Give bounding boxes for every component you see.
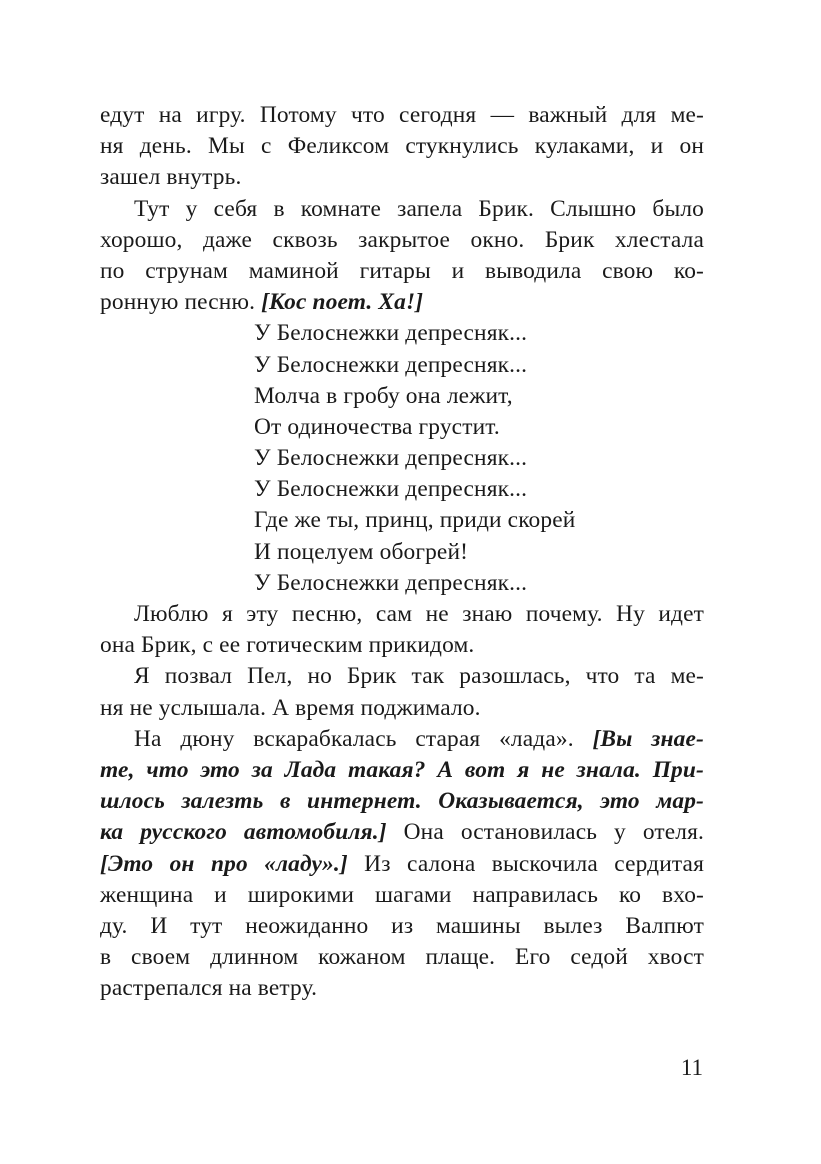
text-line: ня день. Мы с Феликсом стукнулись кулаками, и он	[100, 133, 704, 160]
text-line: зашел внутрь.	[100, 164, 242, 191]
text-run: Из салона выскочила сердитая	[347, 850, 704, 877]
verse-line: У Белоснежки депресняк...	[254, 320, 528, 347]
paragraph-1	[100, 100, 704, 194]
song-verse	[100, 318, 704, 599]
text-line: Люблю я эту песню, сам не знаю почему. Ну идет	[134, 601, 704, 627]
text-line	[100, 849, 704, 880]
text-line: Я позвал Пел, но Брик так разошлась, что та ме-	[134, 663, 704, 690]
text-line: в своем длинном кожаном плаще. Его седой хвост	[100, 944, 704, 971]
translator-annotation: [Вы знае-	[592, 725, 704, 752]
paragraph-5	[100, 724, 704, 1005]
verse-line: От одиночества грустит.	[254, 413, 500, 440]
text-line: Тут у себя в комнате запела Брик. Слышно было	[134, 195, 704, 222]
verse-line: У Белоснежки депресняк...	[254, 476, 528, 503]
translator-annotation: [Это он про «ладу».]	[100, 850, 348, 877]
paragraph-4	[100, 661, 704, 723]
verse-line: И поцелуем обогрей!	[254, 538, 469, 565]
text-line: растрепался на ветру.	[100, 975, 318, 1002]
translator-annotation: ка русского автомобиля.]	[100, 819, 387, 846]
text-line	[100, 287, 704, 318]
text-line: женщина и широкими шагами направилась ко вхо-	[100, 881, 704, 908]
paragraph-2	[100, 194, 704, 319]
text-line	[100, 817, 704, 848]
text-line: хорошо, даже сквозь закрытое окно. Брик хлестала	[100, 226, 704, 253]
verse-line: У Белоснежки депресняк...	[254, 351, 528, 378]
verse-line: Молча в гробу она лежит,	[254, 382, 513, 409]
verse-line: Где же ты, принц, приди скорей	[254, 507, 576, 534]
translator-annotation: те, что это за Лада такая? А вот я не знала. При-	[100, 756, 704, 783]
text-line: она Брик, с ее готическим прикидом.	[100, 632, 475, 659]
text-line: ду. И тут неожиданно из машины вылез Валпют	[100, 912, 704, 939]
text-line: по струнам маминой гитары и выводила свою ко-	[100, 257, 704, 284]
text-run: ронную песню.	[100, 289, 262, 316]
translator-annotation: [Кос поет. Ха!]	[261, 289, 424, 316]
translator-annotation: шлось залезть в интернет. Оказывается, это мар-	[100, 788, 704, 815]
paragraph-3	[100, 599, 704, 661]
verse-line: У Белоснежки депресняк...	[254, 445, 528, 472]
verse-line: У Белоснежки депресняк...	[254, 569, 528, 596]
text-line	[100, 724, 704, 755]
text-run: На дюну вскарабкалась старая «лада».	[134, 725, 593, 752]
text-run: Она остановилась у отеля.	[386, 819, 704, 846]
text-line: едут на игру. Потому что сегодня — важный для ме-	[100, 102, 704, 128]
book-page-text	[100, 100, 704, 1004]
text-line: ня не услышала. А время поджимало.	[100, 694, 481, 721]
page-number: 11	[680, 1055, 703, 1080]
